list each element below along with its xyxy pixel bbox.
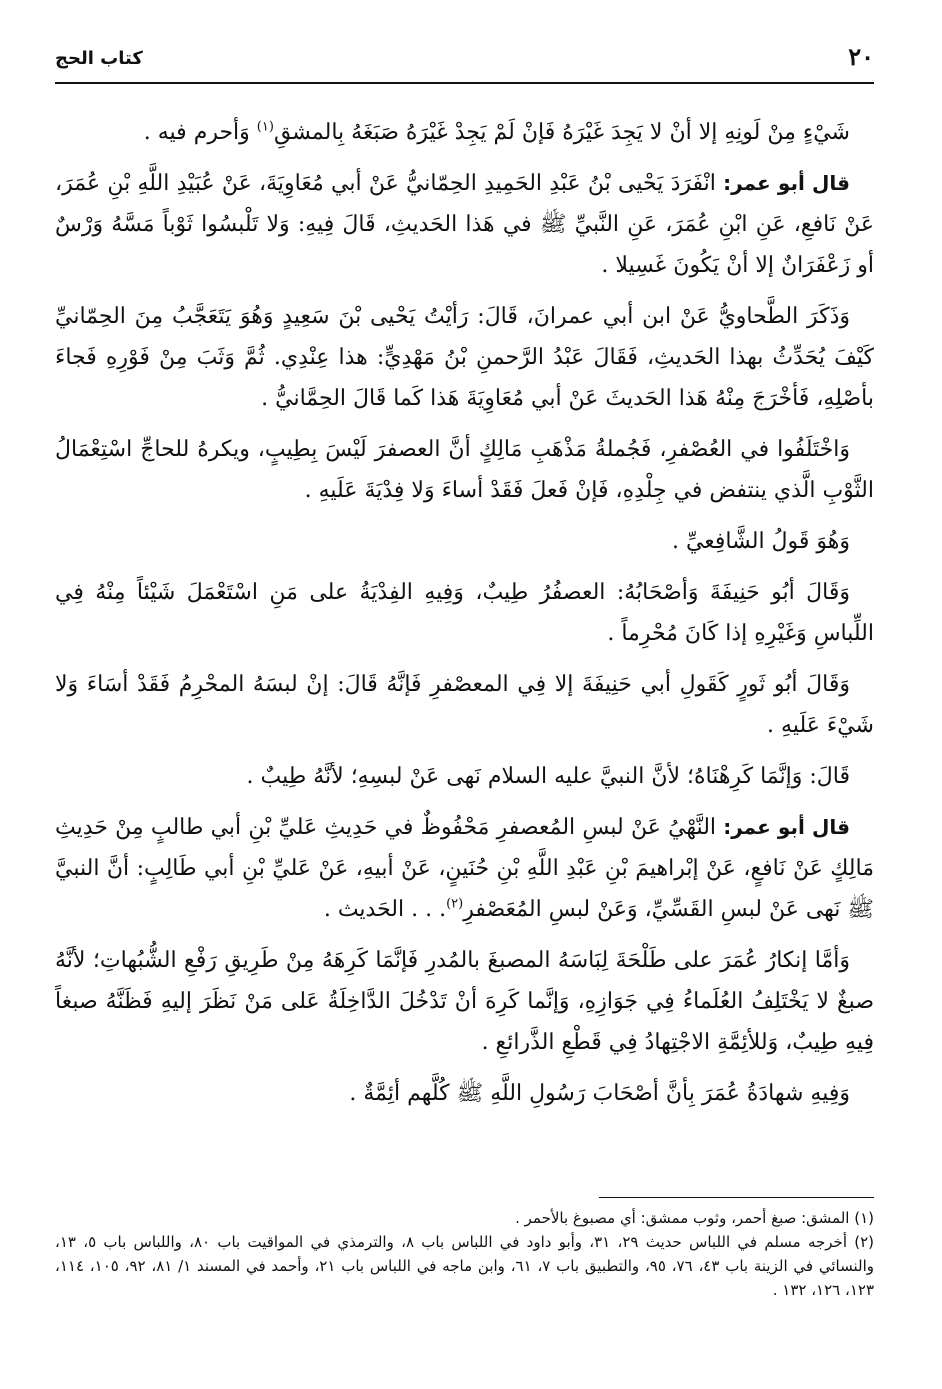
paragraph: وَقَالَ أبُو ثَورٍ كَقَولِ أبي حَنِيفَةَ إلا فِي المعصْفرِ فَإنَّهُ قَالَ: إنْ لبسَهُ المحْرِمُ فَقَدْ أسَاءَ وَلا شَيْءَ عَلَيهِ .: [55, 672, 874, 738]
paragraph: وَاخْتَلَفُوا في العُصْفرِ، فَجُملةُ مَذْهَبِ مَالِكٍ أنَّ العصفرَ لَيْسَ بِطِيبٍ، ويكرهُ للحاجِّ اسْتِعْمَالُ الثَّوْبِ الَّذي ينتفض في جِلْدِهِ، فَإنْ فَعلَ فَقَدْ أساءَ وَلا فِدْيَةَ عَلَيهِ .: [55, 437, 874, 503]
paragraph: [55, 807, 874, 930]
footnote-divider: [599, 1197, 874, 1198]
paragraph-text: انْفَرَدَ يَحْيى بْنُ عَبْدِ الحَمِيدِ الحِمّانيُّ عَنْ أبي مُعَاوِيَةَ، عَنْ عُبَيْدِ اللَّهِ بْنِ عُمَرَ، عَنْ نَافعِ، عَنِ ابْنِ عُمَرَ، عَنِ النَّبيِّ ﷺ في هَذا الحَديثِ، قَالَ فِيهِ: وَلا تَلْبسُوا ثَوْباً مَسَّهُ وَرْسٌ أو زَعْفَرَانٌ إلا أنْ يَكُونَ غَسِيلا .: [55, 171, 874, 278]
paragraph: وَقَالَ أبُو حَنِيفَةَ وَأصْحَابُهُ: العصفُرُ طِيبٌ، وَفِيهِ الفِدْيَةُ على مَنِ اسْتَعْمَلَ شَيْئاً مِنْهُ فِي اللِّباسِ وَغَيْرِهِ إذا كَانَ مُحْرِماً .: [55, 580, 874, 646]
footnotes: [55, 1206, 874, 1302]
paragraph-text: شَيْءٍ مِنْ لَونِهِ إلا أنْ لا يَجِدَ غَيْرَهُ فَإنْ لَمْ يَجِدْ غَيْرَهُ صَبَغَهُ بِالمشقِ: [273, 120, 850, 145]
paragraph-text: النَّهْيُ عَنْ لبسِ المُعصفرِ مَحْفُوظٌ في حَدِيثِ عَليِّ بْنِ أبي طالبٍ مِنْ حَدِيثِ مَالِكٍ عَنْ نَافعٍ، عَنْ إبْراهيمَ بْنِ عَبْدِ اللَّهِ بْنِ حُنَينٍ، عَنْ أبيهِ، عَنْ عَليِّ بْنِ أبي طَالِبٍ: أنَّ النبيَّ ﷺ نَهى عَنْ لبسِ القَسِّيِّ، وَعَنْ لبسِ المُعَصْفرِ: [55, 815, 874, 922]
footnote: (٢) أخرجه مسلم في اللباس حديث ٢٩، ٣١، وأبو داود في اللباس باب ٨، والترمذي في المواقيت باب ٨٠، واللباس باب ٥، ١٣، والنسائي في الزينة باب ٤٣، ٧٦، ٩٥، والتطبيق باب ٧، ٦١، وابن ماجه في اللباس باب ٢١، وأحمد في المسند ١/ ٨١، ٩٢، ١٠٥، ١١٤، ١٢٣، ١٢٦، ١٣٢ .: [55, 1233, 875, 1299]
paragraph: وَذَكَرَ الطَّحاويُّ عَنْ ابن أبي عمرانَ، قَالَ: رَأيْتُ يَحْيى بْنَ سَعِيدٍ وَهُوَ يَتَعَجَّبُ مِنَ الحِمّانيِّ كَيْفَ يُحَدِّثُ بهذا الحَديثِ، فَقَالَ عَبْدُ الرَّحمنِ بْنُ مَهْدِيٍّ: هذا عِنْدِي. ثُمَّ وَثَبَ مِنْ فَوْرِهِ فَجاءَ بأصْلِهِ، فَأخْرَجَ مِنْهُ هَذا الحَديثَ عَنْ أبي مُعَاوِيَةَ هَذا كَما قَالَ الحِمَّانيُّ .: [55, 304, 874, 411]
paragraph-text: . . . الحَديث .: [323, 897, 447, 922]
paragraph-text: وَأحرم فيه .: [143, 120, 257, 145]
page-header: [55, 42, 874, 84]
speaker-lead: قال أبو عمر:: [723, 171, 850, 195]
paragraph: وَهُوَ قَولُ الشَّافِعيِّ .: [671, 529, 850, 554]
speaker-lead: قال أبو عمر:: [723, 815, 850, 839]
footnote: (١) المشق: صبغ أحمر، وثوب ممشق: أي مصبوغ بالأحمر .: [515, 1209, 874, 1227]
paragraph: [55, 163, 874, 286]
paragraph: [55, 112, 874, 153]
paragraph: وَأمَّا إنكارُ عُمَرَ على طَلْحَةَ لِبَاسَهُ المصبغَ بالمُدرِ فَإنَّمَا كَرِهَهُ مِنْ طَرِيقِ رَفْعِ الشُّبُهاتِ؛ لأنَّهُ صبغٌ لا يَخْتَلِفُ العُلَماءُ فِي جَوَازِهِ، وَإنَّما كَرِهَ أنْ تَدْخُلَ الدَّاخِلَةُ عَلى مَنْ نَظَرَ إليهِ فَظَنَّهُ صبغاً فِيهِ طِيبٌ، وَللأئِمَّةِ الاجْتِهادُ فِي قَطْعِ الذَّرائعِ .: [55, 948, 874, 1055]
footnote-ref: (١): [256, 119, 274, 135]
footnote-ref: (٢): [446, 896, 464, 912]
page-number: ٢٠: [848, 42, 874, 71]
paragraph: قَالَ: وَإنَّمَا كَرِهْنَاهُ؛ لأنَّ النبيَّ عليه السلام نَهى عَنْ لبسِهِ؛ لأنَّهُ طِيبٌ .: [246, 764, 850, 789]
main-text: [55, 112, 874, 1124]
paragraph: وَفِيهِ شهادَةُ عُمَرَ بِأنَّ أصْحَابَ رَسُولِ اللَّهِ ﷺ كُلَّهم أئِمَّةٌ .: [349, 1081, 850, 1106]
running-title: كتاب الحج: [55, 48, 143, 69]
